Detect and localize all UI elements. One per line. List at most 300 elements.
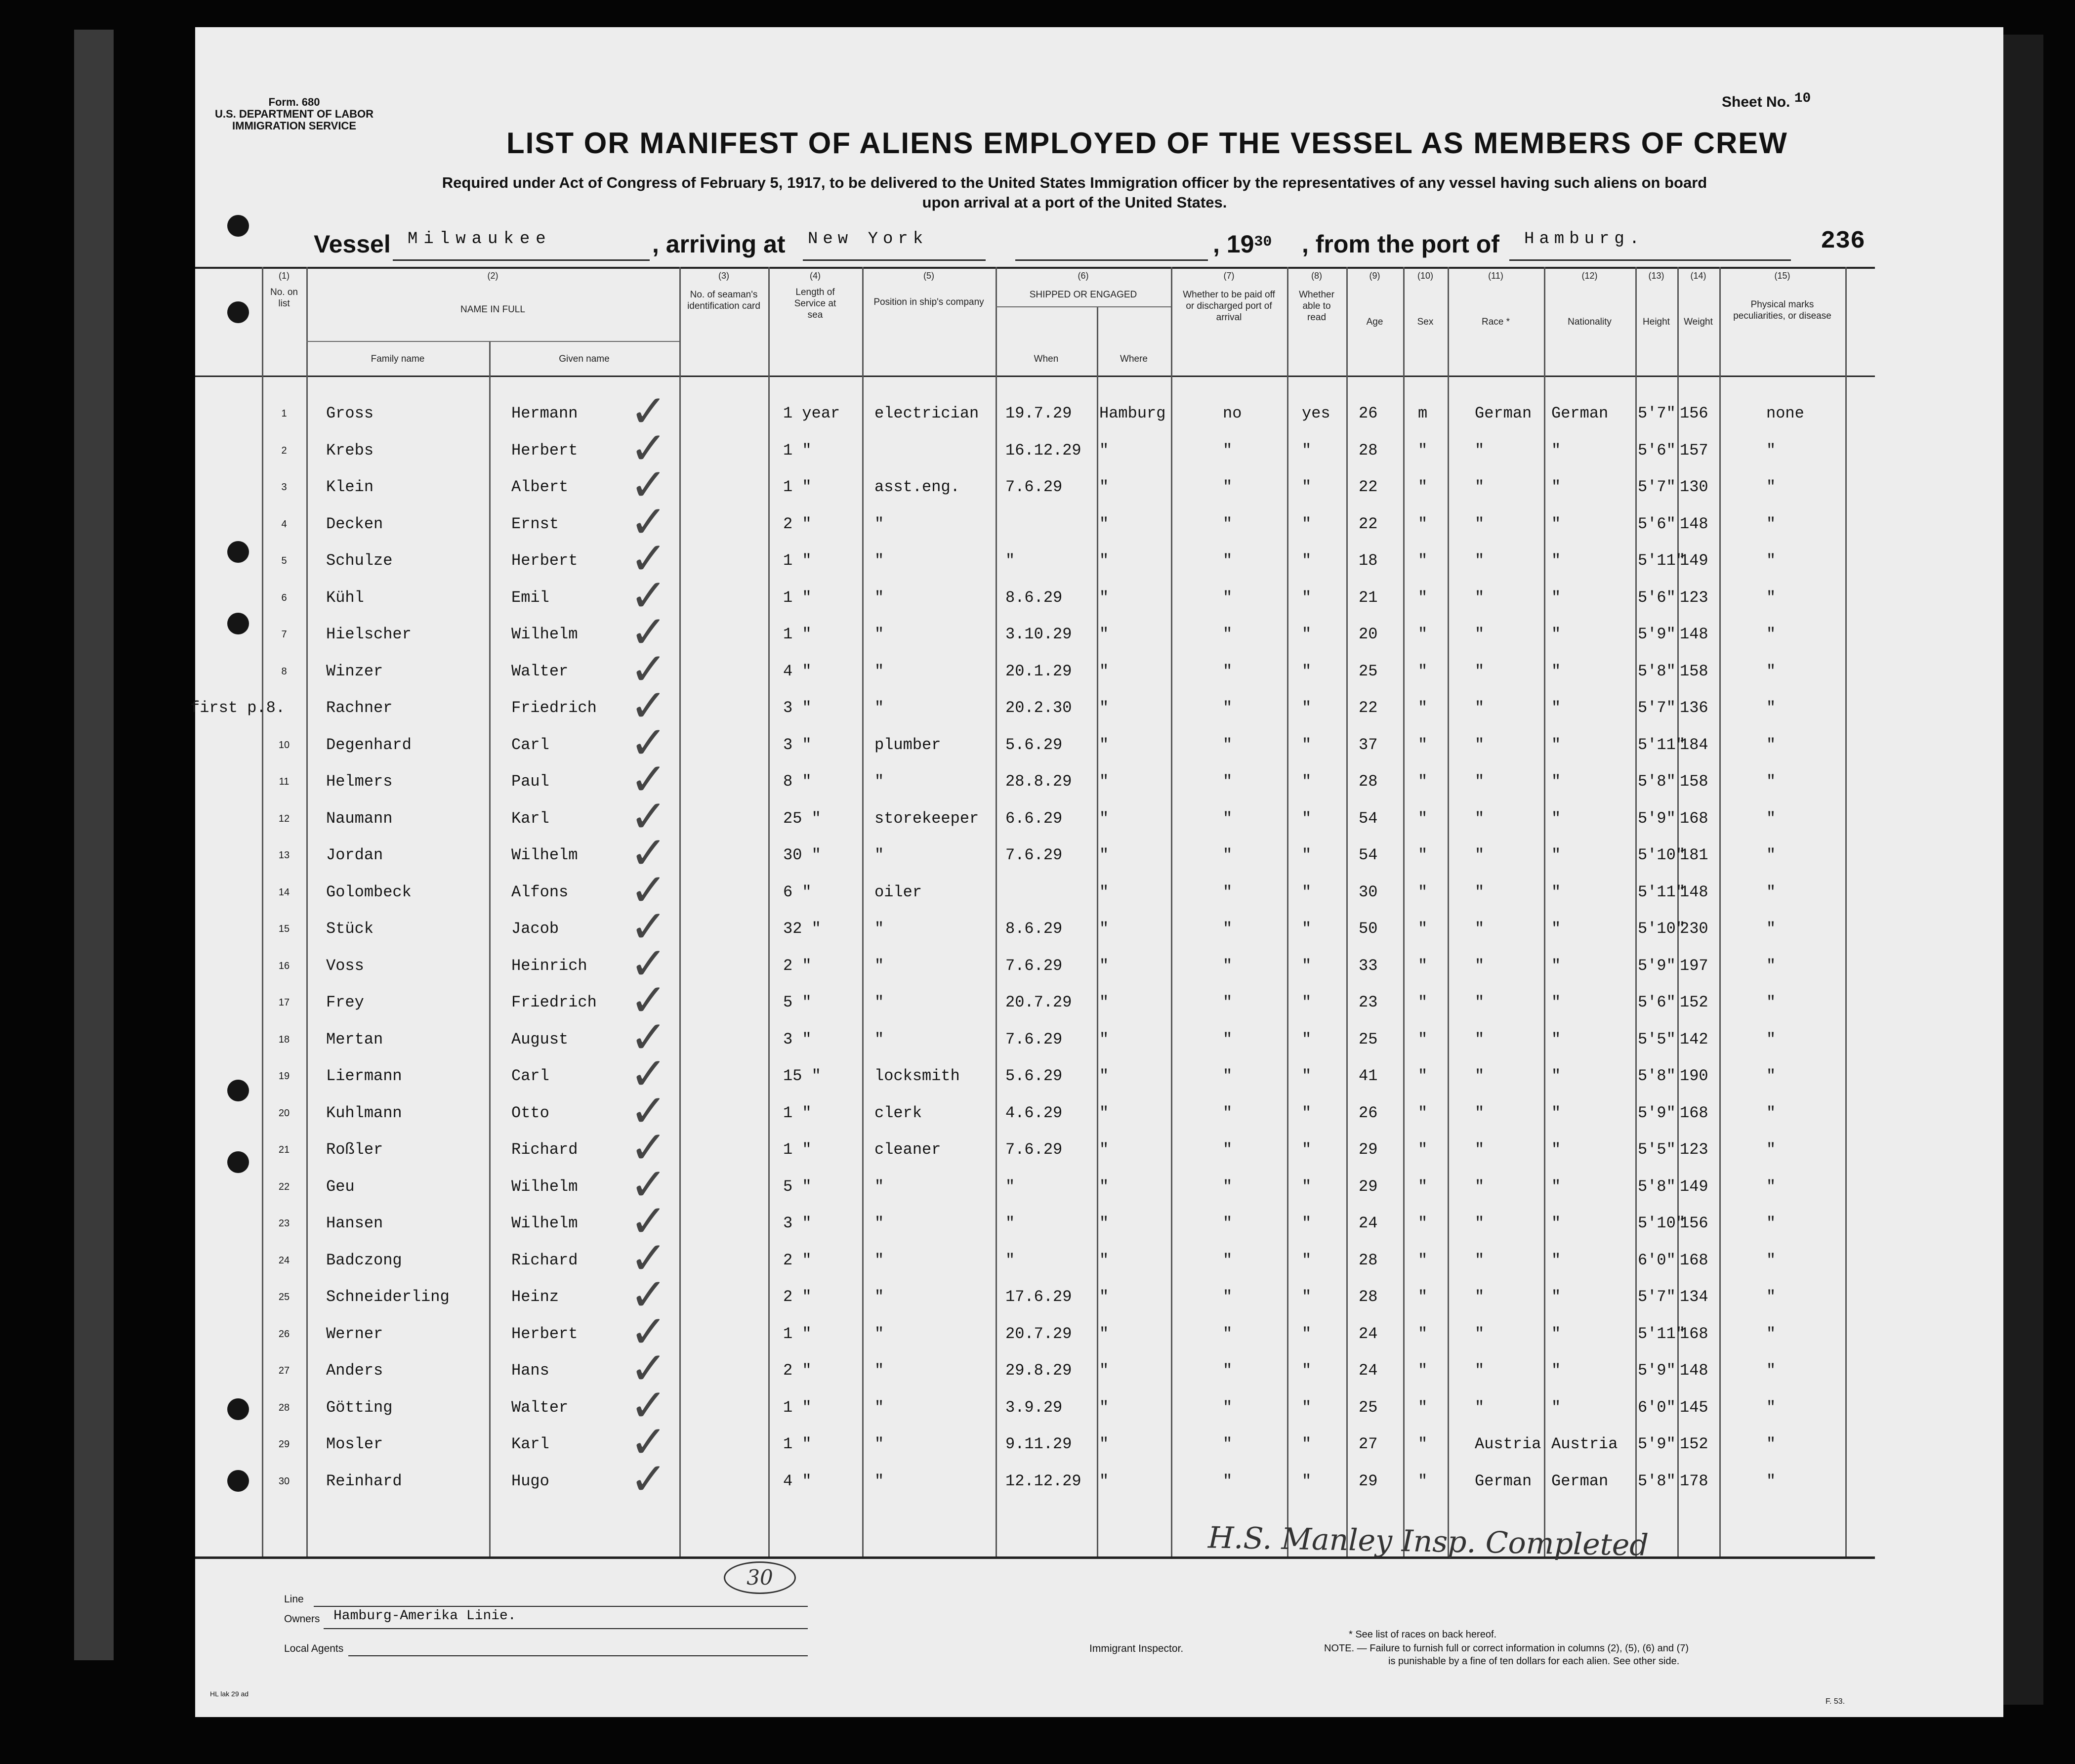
cell-height: 5'7" bbox=[1638, 1288, 1676, 1306]
cell-weight: 158 bbox=[1680, 662, 1708, 680]
punch-hole bbox=[227, 613, 249, 634]
line-fill bbox=[314, 1606, 808, 1607]
cell-given: Heinrich bbox=[511, 956, 587, 975]
cell-when: 17.6.29 bbox=[1005, 1288, 1072, 1306]
cell-age: 30 bbox=[1359, 882, 1378, 901]
col-head-weight: Weight bbox=[1684, 317, 1713, 327]
cell-no: 13 bbox=[278, 850, 290, 861]
cell-given: Herbert bbox=[511, 551, 578, 570]
col-num-12: (12) bbox=[1581, 271, 1598, 281]
cell-height: 5'10" bbox=[1638, 846, 1686, 864]
cell-marks: " bbox=[1766, 920, 1776, 938]
cell-when: 8.6.29 bbox=[1005, 920, 1063, 938]
check-mark-icon: ✓ bbox=[630, 754, 667, 805]
cell-height: 5'8" bbox=[1638, 1177, 1676, 1196]
cell-age: 26 bbox=[1359, 1103, 1378, 1122]
cell-marks: " bbox=[1766, 588, 1776, 607]
cell-height: 5'9" bbox=[1638, 1103, 1676, 1122]
table-row bbox=[195, 422, 1816, 474]
cell-paid: " bbox=[1223, 625, 1233, 643]
cell-where: " bbox=[1099, 1288, 1109, 1306]
fine-note bbox=[1324, 1642, 1818, 1668]
cell-where: " bbox=[1099, 478, 1109, 496]
cell-where: " bbox=[1099, 772, 1109, 791]
cell-read: " bbox=[1302, 1251, 1312, 1269]
cell-no: 21 bbox=[278, 1144, 290, 1155]
cell-no: 6 bbox=[281, 592, 287, 603]
table-row bbox=[195, 716, 1816, 769]
cell-position: " bbox=[874, 846, 884, 864]
cell-given: Richard bbox=[511, 1251, 578, 1269]
cell-nat: " bbox=[1551, 1251, 1561, 1269]
cell-nat: " bbox=[1551, 699, 1561, 717]
table-row bbox=[195, 643, 1816, 695]
service-name: IMMIGRATION SERVICE bbox=[232, 120, 356, 132]
check-mark-icon: ✓ bbox=[630, 459, 667, 511]
cell-read: " bbox=[1302, 588, 1312, 607]
cell-when: 3.9.29 bbox=[1005, 1398, 1063, 1417]
cell-height: 5'7" bbox=[1638, 478, 1676, 496]
subtitle-line-1: Required under Act of Congress of February 5, 1917, to be delivered to the United States Immigration officer by the representatives of any vessel having such aliens on board bbox=[442, 174, 1707, 191]
cell-weight: 190 bbox=[1680, 1067, 1708, 1085]
cell-position: " bbox=[874, 993, 884, 1011]
cell-read: " bbox=[1302, 1324, 1312, 1343]
cell-family: Voss bbox=[326, 956, 364, 975]
cell-service: 25 " bbox=[783, 809, 821, 828]
cell-height: 5'6" bbox=[1638, 441, 1676, 460]
name-subrule bbox=[306, 341, 679, 342]
cell-paid: " bbox=[1223, 551, 1233, 570]
cell-weight: 148 bbox=[1680, 882, 1708, 901]
cell-paid: " bbox=[1223, 1177, 1233, 1196]
cell-when: 16.12.29 bbox=[1005, 441, 1081, 460]
cell-where: " bbox=[1099, 809, 1109, 828]
check-mark-icon: ✓ bbox=[630, 1269, 667, 1321]
table-row bbox=[190, 680, 1816, 732]
cell-given: Albert bbox=[511, 478, 569, 496]
cell-where: " bbox=[1099, 699, 1109, 717]
cell-weight: 130 bbox=[1680, 478, 1708, 496]
check-mark-icon: ✓ bbox=[630, 606, 667, 658]
scan-left-edge bbox=[74, 30, 114, 1660]
cell-weight: 156 bbox=[1680, 1214, 1708, 1232]
check-mark-icon: ✓ bbox=[630, 385, 667, 437]
cell-service: 1 " bbox=[783, 1398, 812, 1417]
col-num-13: (13) bbox=[1648, 271, 1664, 281]
col-head-race: Race * bbox=[1481, 317, 1510, 327]
cell-given: Wilhelm bbox=[511, 625, 578, 643]
col-num-2: (2) bbox=[487, 271, 498, 281]
col-head-sex: Sex bbox=[1417, 317, 1434, 327]
cell-when: 20.7.29 bbox=[1005, 993, 1072, 1011]
cell-read: " bbox=[1302, 1177, 1312, 1196]
cell-no: 8 bbox=[281, 666, 287, 677]
cell-no: 26 bbox=[278, 1328, 290, 1340]
cell-marks: " bbox=[1766, 514, 1776, 533]
cell-height: 6'0" bbox=[1638, 1251, 1676, 1269]
cell-weight: 184 bbox=[1680, 735, 1708, 754]
cell-sex: " bbox=[1418, 1103, 1428, 1122]
cell-sex: " bbox=[1418, 1398, 1428, 1417]
col-num-14: (14) bbox=[1690, 271, 1706, 281]
cell-marks: " bbox=[1766, 699, 1776, 717]
owners-label: Owners bbox=[284, 1613, 320, 1625]
cell-age: 27 bbox=[1359, 1435, 1378, 1453]
cell-height: 5'11" bbox=[1638, 1324, 1686, 1343]
cell-position: " bbox=[874, 551, 884, 570]
cell-sex: " bbox=[1418, 809, 1428, 828]
cell-family: Schneiderling bbox=[326, 1288, 450, 1306]
cell-nat: " bbox=[1551, 1398, 1561, 1417]
punch-hole bbox=[227, 215, 249, 237]
cell-age: 25 bbox=[1359, 662, 1378, 680]
cell-read: " bbox=[1302, 551, 1312, 570]
cell-marks: " bbox=[1766, 1214, 1776, 1232]
cell-family: Götting bbox=[326, 1398, 393, 1417]
table-row bbox=[195, 790, 1816, 842]
cell-read: " bbox=[1302, 514, 1312, 533]
crew-table bbox=[190, 262, 2003, 1569]
cell-where: " bbox=[1099, 956, 1109, 975]
cell-nat: " bbox=[1551, 882, 1561, 901]
cell-read: " bbox=[1302, 662, 1312, 680]
cell-race: German bbox=[1475, 1471, 1532, 1490]
col-head-shipped: SHIPPED OR ENGAGED bbox=[1029, 290, 1137, 300]
cell-marks: " bbox=[1766, 846, 1776, 864]
cell-race: " bbox=[1475, 1067, 1485, 1085]
cell-given: Paul bbox=[511, 772, 549, 791]
cell-marks: " bbox=[1766, 772, 1776, 791]
cell-where: " bbox=[1099, 514, 1109, 533]
cell-nat: " bbox=[1551, 551, 1561, 570]
cell-sex: " bbox=[1418, 699, 1428, 717]
check-mark-icon: ✓ bbox=[630, 1305, 667, 1358]
cell-nat: " bbox=[1551, 1140, 1561, 1159]
cell-read: " bbox=[1302, 993, 1312, 1011]
check-mark-icon: ✓ bbox=[630, 1232, 667, 1284]
cell-race: " bbox=[1475, 809, 1485, 828]
cell-height: 5'9" bbox=[1638, 625, 1676, 643]
cell-height: 5'9" bbox=[1638, 1361, 1676, 1380]
cell-weight: 230 bbox=[1680, 920, 1708, 938]
cell-height: 5'5" bbox=[1638, 1030, 1676, 1049]
cell-read: " bbox=[1302, 882, 1312, 901]
cell-paid: " bbox=[1223, 1140, 1233, 1159]
cell-given: Herbert bbox=[511, 441, 578, 460]
cell-paid: " bbox=[1223, 1067, 1233, 1085]
cell-nat: " bbox=[1551, 625, 1561, 643]
cell-paid: " bbox=[1223, 1251, 1233, 1269]
cell-nat: " bbox=[1551, 956, 1561, 975]
cell-when: " bbox=[1005, 551, 1015, 570]
cell-height: 5'10" bbox=[1638, 1214, 1686, 1232]
col-num-6: (6) bbox=[1078, 271, 1089, 281]
cell-age: 21 bbox=[1359, 588, 1378, 607]
cell-race: Austria bbox=[1475, 1435, 1541, 1453]
cell-nat: German bbox=[1551, 1471, 1609, 1490]
check-mark-icon: ✓ bbox=[630, 1453, 667, 1505]
cell-service: 1 " bbox=[783, 1103, 812, 1122]
cell-marks: " bbox=[1766, 1067, 1776, 1085]
table-row bbox=[195, 496, 1816, 548]
cell-weight: 156 bbox=[1680, 404, 1708, 422]
cell-no: 29 bbox=[278, 1439, 290, 1450]
cell-marks: " bbox=[1766, 441, 1776, 460]
cell-paid: " bbox=[1223, 1288, 1233, 1306]
cell-paid: " bbox=[1223, 514, 1233, 533]
table-row bbox=[195, 827, 1816, 879]
cell-where: " bbox=[1099, 662, 1109, 680]
cell-race: German bbox=[1475, 404, 1532, 422]
check-mark-icon: ✓ bbox=[630, 1011, 667, 1063]
cell-where: " bbox=[1099, 441, 1109, 460]
cell-height: 5'7" bbox=[1638, 699, 1676, 717]
cell-age: 22 bbox=[1359, 478, 1378, 496]
cell-sex: " bbox=[1418, 441, 1428, 460]
cell-race: " bbox=[1475, 1140, 1485, 1159]
table-row bbox=[195, 459, 1816, 511]
cell-sex: m bbox=[1418, 404, 1428, 422]
cell-race: " bbox=[1475, 1030, 1485, 1049]
cell-position: " bbox=[874, 1361, 884, 1380]
cell-sex: " bbox=[1418, 588, 1428, 607]
cell-read: yes bbox=[1302, 404, 1330, 422]
table-row bbox=[195, 533, 1816, 585]
cell-age: 20 bbox=[1359, 625, 1378, 643]
cell-nat: " bbox=[1551, 735, 1561, 754]
cell-service: 2 " bbox=[783, 514, 812, 533]
cell-family: Gross bbox=[326, 404, 374, 422]
cell-family: Schulze bbox=[326, 551, 393, 570]
cell-nat: Austria bbox=[1551, 1435, 1618, 1453]
cell-sex: " bbox=[1418, 1471, 1428, 1490]
check-mark-icon: ✓ bbox=[630, 1343, 667, 1394]
cell-age: 28 bbox=[1359, 1251, 1378, 1269]
cell-when: 5.6.29 bbox=[1005, 735, 1063, 754]
cell-family: Frey bbox=[326, 993, 364, 1011]
check-mark-icon: ✓ bbox=[630, 1195, 667, 1247]
cell-sex: " bbox=[1418, 1324, 1428, 1343]
col-head-given: Given name bbox=[559, 354, 610, 364]
table-row bbox=[195, 1379, 1816, 1431]
cell-age: 26 bbox=[1359, 404, 1378, 422]
subtitle-line-2: upon arrival at a port of the United States. bbox=[922, 194, 1227, 211]
cell-given: Hugo bbox=[511, 1471, 549, 1490]
cell-where: " bbox=[1099, 1324, 1109, 1343]
cell-family: Mosler bbox=[326, 1435, 383, 1453]
cell-race: " bbox=[1475, 441, 1485, 460]
punch-hole bbox=[227, 1080, 249, 1101]
check-mark-icon: ✓ bbox=[630, 1048, 667, 1100]
cell-position: " bbox=[874, 956, 884, 975]
cell-marks: " bbox=[1766, 1471, 1776, 1490]
cell-nat: " bbox=[1551, 1030, 1561, 1049]
cell-paid: " bbox=[1223, 772, 1233, 791]
cell-read: " bbox=[1302, 920, 1312, 938]
check-mark-icon: ✓ bbox=[630, 827, 667, 879]
cell-marks: " bbox=[1766, 1398, 1776, 1417]
cell-race: " bbox=[1475, 1398, 1485, 1417]
table-row bbox=[195, 1232, 1816, 1284]
cell-nat: " bbox=[1551, 1288, 1561, 1306]
cell-race: " bbox=[1475, 588, 1485, 607]
col-head-family: Family name bbox=[371, 354, 425, 364]
cell-no: 16 bbox=[278, 960, 290, 971]
cell-height: 5'8" bbox=[1638, 1067, 1676, 1085]
cell-paid: " bbox=[1223, 920, 1233, 938]
cell-paid: " bbox=[1223, 699, 1233, 717]
col-head-nationality: Nationality bbox=[1568, 317, 1612, 327]
check-mark-icon: ✓ bbox=[630, 1122, 667, 1174]
cell-read: " bbox=[1302, 1471, 1312, 1490]
cell-read: " bbox=[1302, 1288, 1312, 1306]
cell-service: 1 " bbox=[783, 441, 812, 460]
cell-weight: 158 bbox=[1680, 772, 1708, 791]
cell-marks: " bbox=[1766, 882, 1776, 901]
cell-sex: " bbox=[1418, 551, 1428, 570]
cell-given: Walter bbox=[511, 662, 569, 680]
cell-nat: " bbox=[1551, 1214, 1561, 1232]
cell-given: Karl bbox=[511, 1435, 549, 1453]
cell-marks: " bbox=[1766, 1140, 1776, 1159]
cell-height: 5'6" bbox=[1638, 588, 1676, 607]
cell-paid: " bbox=[1223, 1214, 1233, 1232]
col-head-where: Where bbox=[1120, 354, 1148, 364]
cell-position: " bbox=[874, 588, 884, 607]
check-mark-icon: ✓ bbox=[630, 1085, 667, 1137]
cell-nat: " bbox=[1551, 514, 1561, 533]
cell-race: " bbox=[1475, 514, 1485, 533]
cell-weight: 123 bbox=[1680, 588, 1708, 607]
cell-nat: " bbox=[1551, 1361, 1561, 1380]
owners-fill bbox=[324, 1628, 808, 1629]
cell-marks: " bbox=[1766, 1030, 1776, 1049]
check-mark-icon: ✓ bbox=[630, 422, 667, 474]
cell-weight: 136 bbox=[1680, 699, 1708, 717]
cell-no: 23 bbox=[278, 1218, 290, 1229]
cell-race: " bbox=[1475, 956, 1485, 975]
cell-age: 33 bbox=[1359, 956, 1378, 975]
cell-weight: 148 bbox=[1680, 1361, 1708, 1380]
cell-position: locksmith bbox=[874, 1067, 960, 1085]
cell-race: " bbox=[1475, 846, 1485, 864]
cell-family: Reinhard bbox=[326, 1471, 402, 1490]
check-mark-icon: ✓ bbox=[630, 716, 667, 769]
cell-race: " bbox=[1475, 1103, 1485, 1122]
cell-position: " bbox=[874, 920, 884, 938]
cell-age: 41 bbox=[1359, 1067, 1378, 1085]
cell-age: 54 bbox=[1359, 809, 1378, 828]
cell-weight: 142 bbox=[1680, 1030, 1708, 1049]
page-subtitle bbox=[309, 173, 1840, 212]
cell-service: 3 " bbox=[783, 1030, 812, 1049]
cell-service: 4 " bbox=[783, 1471, 812, 1490]
cell-nat: " bbox=[1551, 441, 1561, 460]
table-row bbox=[195, 1122, 1816, 1174]
cell-read: " bbox=[1302, 1140, 1312, 1159]
cell-where: " bbox=[1099, 1251, 1109, 1269]
cell-height: 5'9" bbox=[1638, 809, 1676, 828]
line-label: Line bbox=[284, 1594, 304, 1605]
check-mark-icon: ✓ bbox=[630, 533, 667, 585]
cell-paid: " bbox=[1223, 1435, 1233, 1453]
cell-family: Hielscher bbox=[326, 625, 412, 643]
cell-paid: " bbox=[1223, 735, 1233, 754]
cell-position: clerk bbox=[874, 1103, 922, 1122]
cell-family: Krebs bbox=[326, 441, 374, 460]
cell-paid: " bbox=[1223, 1361, 1233, 1380]
owners-value: Hamburg-Amerika Linie. bbox=[333, 1608, 516, 1624]
inspector-label: Immigrant Inspector. bbox=[1089, 1643, 1184, 1654]
cell-no: 30 bbox=[278, 1475, 290, 1487]
cell-marks: " bbox=[1766, 1288, 1776, 1306]
sheet-label: Sheet No. bbox=[1722, 94, 1790, 110]
cell-position: " bbox=[874, 699, 884, 717]
col-head-id-card: No. of seaman's identification card bbox=[687, 290, 760, 311]
table-row bbox=[195, 1416, 1816, 1468]
check-mark-icon: ✓ bbox=[630, 937, 667, 990]
cell-no: 20 bbox=[278, 1107, 290, 1119]
header-bottom-rule bbox=[195, 376, 1875, 377]
cell-paid: " bbox=[1223, 1471, 1233, 1490]
col-head-height: Height bbox=[1643, 317, 1670, 327]
sheet-value: 10 bbox=[1794, 91, 1811, 106]
local-agents-label: Local Agents bbox=[284, 1643, 344, 1654]
cell-race: " bbox=[1475, 478, 1485, 496]
punch-hole bbox=[227, 1151, 249, 1173]
cell-read: " bbox=[1302, 1214, 1312, 1232]
cell-height: 5'5" bbox=[1638, 1140, 1676, 1159]
cell-race: " bbox=[1475, 1251, 1485, 1269]
cell-sex: " bbox=[1418, 1361, 1428, 1380]
cell-service: 3 " bbox=[783, 699, 812, 717]
arriving-label: , arriving at bbox=[652, 230, 786, 258]
cell-paid: " bbox=[1223, 1324, 1233, 1343]
cell-weight: 181 bbox=[1680, 846, 1708, 864]
cell-service: 4 " bbox=[783, 662, 812, 680]
cell-no: 7 bbox=[281, 629, 287, 640]
sheet-number bbox=[1722, 91, 1811, 111]
col-head-age: Age bbox=[1366, 317, 1383, 327]
check-mark-icon: ✓ bbox=[630, 643, 667, 695]
cell-service: 1 " bbox=[783, 1435, 812, 1453]
cell-read: " bbox=[1302, 625, 1312, 643]
cell-family: Jordan bbox=[326, 846, 383, 864]
cell-weight: 149 bbox=[1680, 1177, 1708, 1196]
cell-given: Friedrich bbox=[511, 699, 597, 717]
fine-note-line-1: NOTE. — Failure to furnish full or correct information in columns (2), (5), (6) and (7) bbox=[1324, 1643, 1689, 1654]
table-row bbox=[195, 974, 1816, 1026]
cell-marks: " bbox=[1766, 1324, 1776, 1343]
cell-where: " bbox=[1099, 625, 1109, 643]
cell-when: 29.8.29 bbox=[1005, 1361, 1072, 1380]
cell-race: " bbox=[1475, 551, 1485, 570]
stamp-number: 236 bbox=[1821, 227, 1866, 255]
cell-height: 5'7" bbox=[1638, 404, 1676, 422]
cell-nat: " bbox=[1551, 1324, 1561, 1343]
cell-when: 20.2.30 bbox=[1005, 699, 1072, 717]
cell-height: 5'8" bbox=[1638, 772, 1676, 791]
table-row bbox=[195, 937, 1816, 990]
cell-no: 10 bbox=[278, 739, 290, 751]
cell-weight: 149 bbox=[1680, 551, 1708, 570]
cell-given: Walter bbox=[511, 1398, 569, 1417]
cell-no: 18 bbox=[278, 1034, 290, 1045]
cell-service: 2 " bbox=[783, 956, 812, 975]
cell-sex: " bbox=[1418, 1067, 1428, 1085]
cell-where: " bbox=[1099, 1140, 1109, 1159]
cell-given: Herbert bbox=[511, 1324, 578, 1343]
